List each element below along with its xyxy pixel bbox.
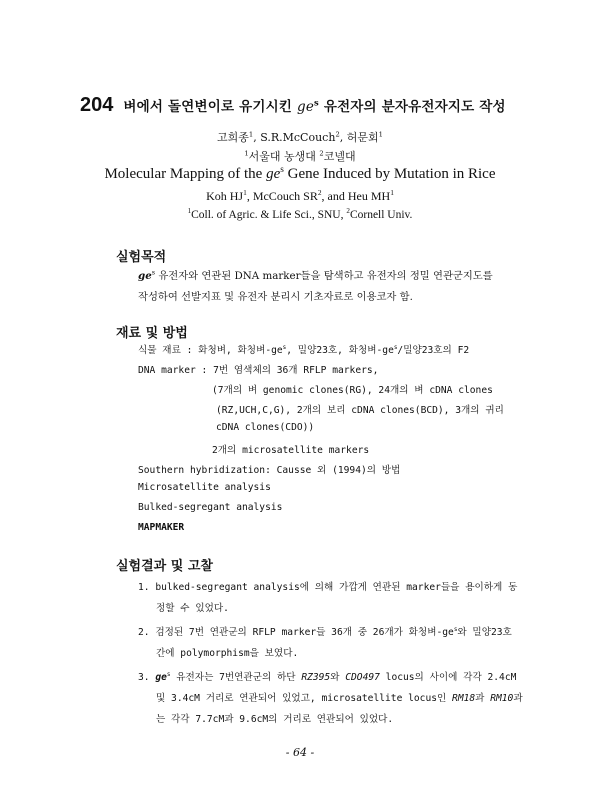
dna-marker-line: DNA marker : 7번 염색체의 36개 RFLP markers, <box>138 365 379 376</box>
title-korean: 벼에서 돌연변이로 유기시킨 $ge^s$ 유전자의 분자유전자지도 작성 <box>123 97 506 115</box>
result-3-line-3: 는 각각 7.7cM과 9.6cM의 거리로 연관되어 있었다. <box>156 714 394 725</box>
result-1-line-2: 정할 수 있었다. <box>156 603 229 614</box>
objective-line-1: $ge^s$ 유전자와 연관된 DNA marker들을 탐색하고 유전자의 정밀 연관군지도를 <box>138 268 493 282</box>
objective-line-2: 작성하여 선발지표 및 유전자 분리시 기초자료로 이용코자 함. <box>138 291 413 303</box>
dna-marker-detail-3: cDNA clones(CDO)) <box>216 422 315 433</box>
title-english: Molecular Mapping of the $ge^s$ Gene Induced by Mutation in Rice <box>104 165 496 182</box>
section-heading-methods: 재료 및 방법 <box>116 326 188 341</box>
mapmaker-line: MAPMAKER <box>138 522 185 533</box>
result-2-line-1: 2. 검정된 7번 연관군의 RFLP marker들 36개 중 26개가 화청벼$-ge^s$와 밀양23호 <box>138 625 512 638</box>
southern-line: Southern hybridization: Causse 외 (1994)의 방법 <box>138 465 401 476</box>
dna-marker-detail-2: (RZ,UCH,C,G), 2개의 보리 cDNA clones(BCD), 3개의 귀리 <box>216 405 504 416</box>
authors-english: Koh $HJ^1$, McCouch $SR^2$, and Heu $MH^1$ <box>206 188 394 203</box>
abstract-number: 204 <box>80 94 114 116</box>
bulked-line: Bulked-segregant analysis <box>138 502 283 513</box>
dna-marker-detail-1: (7개의 벼 genomic clones(RG), 24개의 벼 cDNA clones <box>212 385 493 396</box>
result-3-line-1: 3. $ge^s$ 유전자는 7번연관군의 하단 RZ395와 CDO497 locus의 사이에 각각 2.4cM <box>138 670 517 683</box>
affiliation-english: $^1$Coll. of Agric. & Life Sci., SNU, $^2$Cornell Univ. <box>187 207 413 221</box>
authors-korean: 고희종$^1$, S.R.McCouch$^2$, 허문회$^1$ <box>216 130 384 144</box>
page-number: - 64 - <box>285 746 315 759</box>
section-heading-objective: 실험목적 <box>116 250 167 265</box>
dna-marker-detail-4: 2개의 microsatellite markers <box>212 445 370 456</box>
result-2-line-2: 간에 polymorphism을 보였다. <box>156 648 299 659</box>
microsatellite-line: Microsatellite analysis <box>138 482 271 493</box>
affiliation-korean: $^1$서울대 농생대 $^2$코넬대 <box>244 149 356 163</box>
section-heading-results: 실험결과 및 고찰 <box>116 559 213 574</box>
result-1-line-1: 1. bulked-segregant analysis에 의해 가깝게 연관된 marker들을 용이하게 동 <box>138 582 518 593</box>
paper-title <box>80 94 506 117</box>
plant-material-line: 식물 재료 : 화청벼, 화청벼$-ge^s$, 밀양23호, 화청벼$-ge^s/$밀양23호의 F2 <box>138 343 470 356</box>
result-3-line-2: 및 3.4cM 거리로 연관되어 있었고, microsatellite locus인 RM18과 RM10과 <box>156 693 523 704</box>
